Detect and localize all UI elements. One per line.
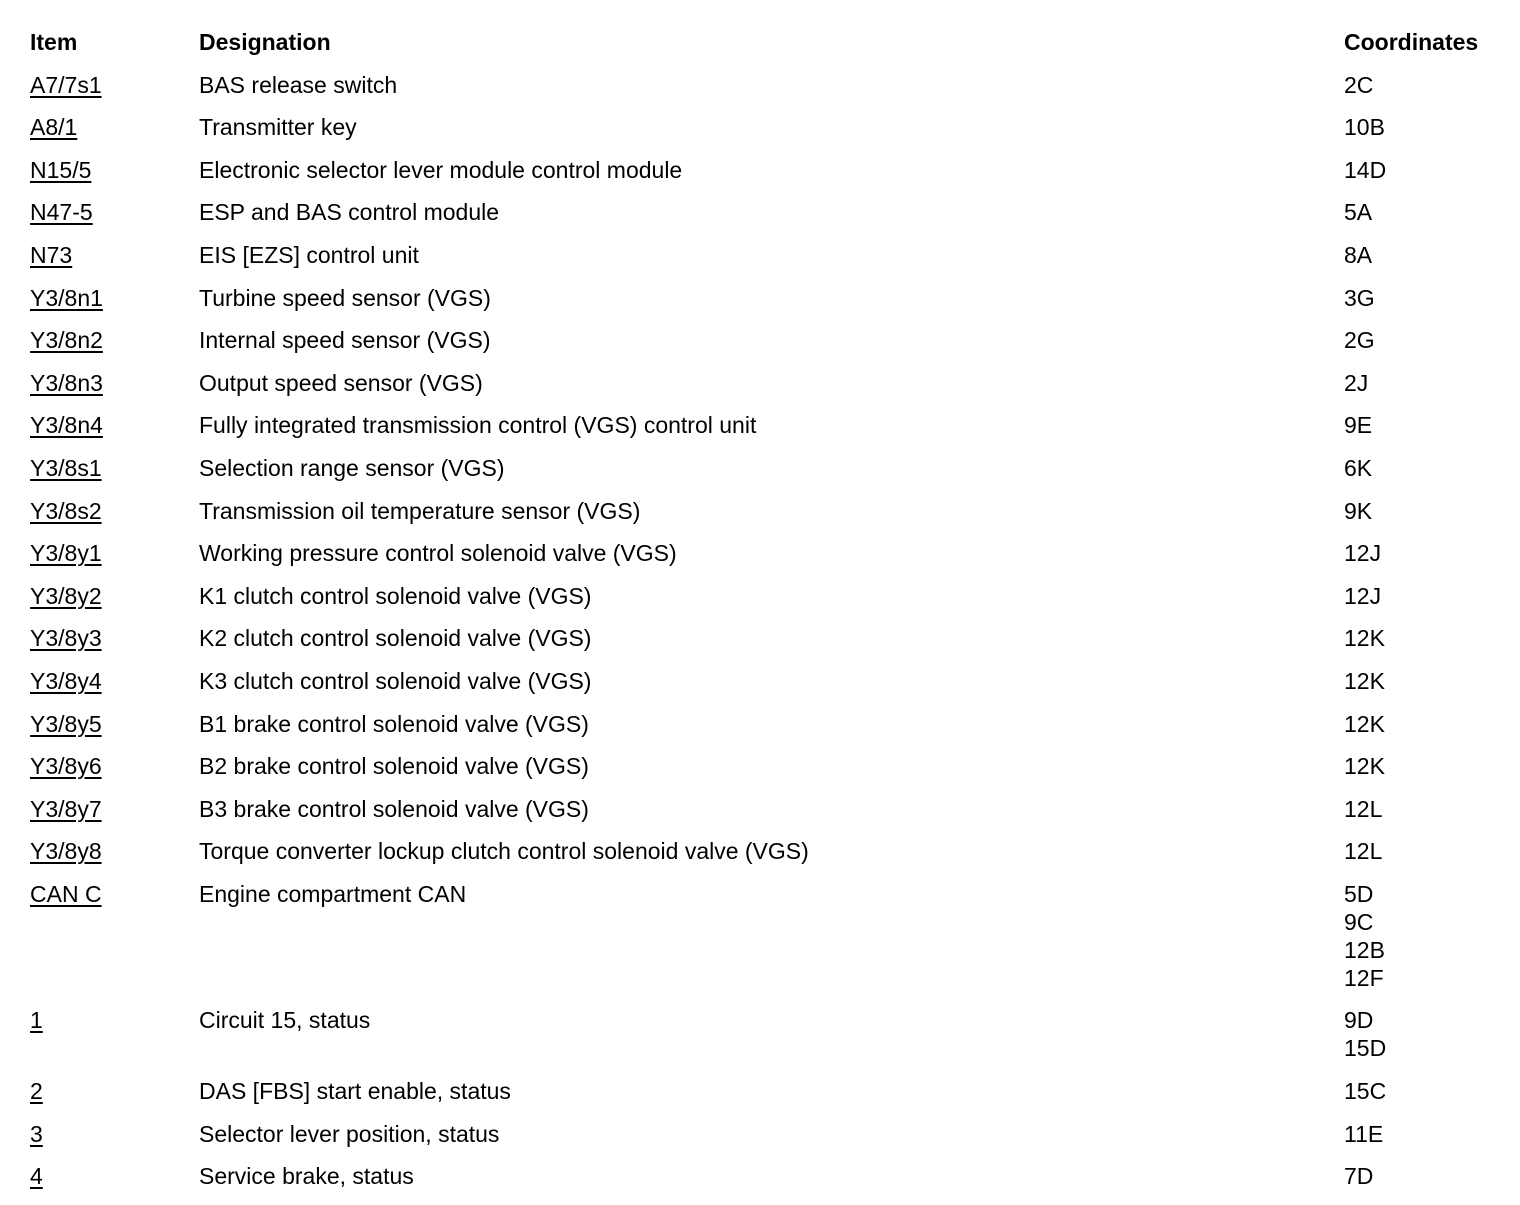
designation-cell: EIS [EZS] control unit: [199, 241, 419, 268]
item-cell: [30, 752, 199, 780]
item-link[interactable]: Y3/8y8: [30, 838, 102, 865]
item-link[interactable]: Y3/8n4: [30, 412, 103, 439]
item-link[interactable]: Y3/8y5: [30, 710, 102, 737]
item-cell: [30, 1077, 199, 1105]
table-row: [30, 880, 1500, 992]
item-link[interactable]: A8/1: [30, 114, 78, 141]
designation-cell: Electronic selector lever module control module: [199, 156, 683, 183]
item-cell: [30, 284, 199, 312]
coordinate-value: 6K: [1344, 454, 1373, 481]
coordinate-value: 12J: [1344, 582, 1382, 609]
coordinates-cell: [1344, 71, 1500, 99]
coordinates-cell: [1344, 752, 1500, 780]
coordinate-value: 9D: [1344, 1007, 1374, 1034]
table-row: [30, 1006, 1500, 1062]
coordinates-cell: [1344, 1077, 1500, 1105]
coordinates-cell: [1344, 198, 1500, 226]
coordinates-cell: [1344, 1006, 1500, 1062]
coordinates-cell: [1344, 369, 1500, 397]
designation-cell: Internal speed sensor (VGS): [199, 327, 491, 354]
item-link[interactable]: N47-5: [30, 199, 93, 226]
table-row: [30, 1162, 1500, 1190]
item-cell: [30, 156, 199, 184]
legend-table: [30, 28, 1500, 1205]
table-row: [30, 497, 1500, 525]
coordinates-cell: [1344, 795, 1500, 823]
item-link[interactable]: Y3/8y3: [30, 625, 102, 652]
item-cell: [30, 880, 199, 908]
coordinate-value: 14D: [1344, 156, 1387, 183]
designation-cell: Transmission oil temperature sensor (VGS): [199, 497, 641, 524]
table-row: [30, 710, 1500, 738]
designation-cell: B2 brake control solenoid valve (VGS): [199, 753, 589, 780]
coordinates-cell: [1344, 624, 1500, 652]
item-cell: [30, 411, 199, 439]
item-link[interactable]: 2: [30, 1078, 43, 1105]
table-row: [30, 837, 1500, 865]
item-cell: [30, 624, 199, 652]
coordinates-cell: [1344, 539, 1500, 567]
coordinates-cell: [1344, 454, 1500, 482]
coordinates-cell: [1344, 1120, 1500, 1148]
item-cell: [30, 710, 199, 738]
table-row: [30, 241, 1500, 269]
item-link[interactable]: A7/7s1: [30, 71, 102, 98]
coordinate-value: 11E: [1344, 1120, 1384, 1147]
item-cell: [30, 795, 199, 823]
coordinate-value: 12K: [1344, 753, 1385, 780]
coordinates-cell: [1344, 880, 1500, 992]
coordinate-value: 7D: [1344, 1163, 1374, 1190]
coordinate-value: 5D: [1344, 880, 1374, 907]
table-row: [30, 326, 1500, 354]
designation-cell: ESP and BAS control module: [199, 199, 500, 226]
item-link[interactable]: N15/5: [30, 156, 92, 183]
designation-cell: K3 clutch control solenoid valve (VGS): [199, 667, 592, 694]
coordinate-value: 12K: [1344, 667, 1385, 694]
item-link[interactable]: Y3/8y4: [30, 667, 102, 694]
coordinate-value: 2J: [1344, 369, 1369, 396]
header-row: [30, 28, 1500, 56]
table-row: [30, 198, 1500, 226]
item-link[interactable]: N73: [30, 241, 73, 268]
item-link[interactable]: Y3/8y2: [30, 582, 102, 609]
item-cell: [30, 539, 199, 567]
item-cell: [30, 497, 199, 525]
item-cell: [30, 113, 199, 141]
coordinates-cell: [1344, 284, 1500, 312]
coordinates-cell: [1344, 710, 1500, 738]
table-row: [30, 752, 1500, 780]
item-link[interactable]: Y3/8y1: [30, 540, 102, 567]
coordinates-cell: [1344, 113, 1500, 141]
designation-cell: Working pressure control solenoid valve (VGS): [199, 540, 677, 567]
table-row: [30, 284, 1500, 312]
coordinates-cell: [1344, 156, 1500, 184]
item-link[interactable]: Y3/8n3: [30, 369, 103, 396]
coordinate-value: 12K: [1344, 710, 1385, 737]
item-link[interactable]: 1: [30, 1007, 43, 1034]
table-row: [30, 113, 1500, 141]
item-cell: [30, 837, 199, 865]
designation-cell: Torque converter lockup clutch control solenoid valve (VGS): [199, 838, 809, 865]
coordinate-value: 3G: [1344, 284, 1375, 311]
header-designation: Designation: [199, 29, 331, 55]
coordinates-cell: [1344, 241, 1500, 269]
coordinate-value: 9C: [1344, 908, 1374, 935]
coordinate-value: 8A: [1344, 241, 1373, 268]
item-link[interactable]: Y3/8y6: [30, 753, 102, 780]
item-cell: [30, 1120, 199, 1148]
coordinate-value: 15C: [1344, 1078, 1387, 1105]
coordinates-cell: [1344, 837, 1500, 865]
coordinates-cell: [1344, 411, 1500, 439]
item-cell: [30, 326, 199, 354]
table-row: [30, 624, 1500, 652]
table-row: [30, 369, 1500, 397]
designation-cell: Turbine speed sensor (VGS): [199, 284, 491, 311]
item-cell: [30, 71, 199, 99]
designation-cell: Circuit 15, status: [199, 1007, 371, 1034]
coordinate-value: 5A: [1344, 199, 1373, 226]
coordinate-value: 10B: [1344, 114, 1385, 141]
coordinate-value: 12K: [1344, 625, 1385, 652]
item-link[interactable]: Y3/8s1: [30, 454, 102, 481]
table-row: [30, 582, 1500, 610]
item-cell: [30, 369, 199, 397]
item-cell: [30, 198, 199, 226]
table-row: [30, 1120, 1500, 1148]
coordinates-cell: [1344, 326, 1500, 354]
coordinates-cell: [1344, 1162, 1500, 1190]
coordinates-cell: [1344, 667, 1500, 695]
item-link[interactable]: 3: [30, 1120, 43, 1147]
coordinate-value: 9K: [1344, 497, 1373, 524]
designation-cell: BAS release switch: [199, 71, 398, 98]
item-cell: [30, 1006, 199, 1034]
item-cell: [30, 241, 199, 269]
item-link[interactable]: Y3/8n1: [30, 284, 103, 311]
item-link[interactable]: 4: [30, 1163, 43, 1190]
table-row: [30, 454, 1500, 482]
coordinate-value: 2C: [1344, 71, 1374, 98]
designation-cell: K2 clutch control solenoid valve (VGS): [199, 625, 592, 652]
table-row: [30, 539, 1500, 567]
designation-cell: Transmitter key: [199, 114, 357, 141]
table-row: [30, 411, 1500, 439]
coordinate-value: 2G: [1344, 327, 1375, 354]
item-cell: [30, 454, 199, 482]
designation-cell: Selection range sensor (VGS): [199, 454, 505, 481]
item-link[interactable]: Y3/8n2: [30, 327, 103, 354]
designation-cell: Engine compartment CAN: [199, 880, 467, 907]
item-cell: [30, 582, 199, 610]
table-row: [30, 156, 1500, 184]
coordinate-value: 12B: [1344, 936, 1385, 963]
item-link[interactable]: Y3/8y7: [30, 795, 102, 822]
designation-cell: B3 brake control solenoid valve (VGS): [199, 795, 589, 822]
header-coordinates: Coordinates: [1344, 29, 1479, 55]
designation-cell: DAS [FBS] start enable, status: [199, 1078, 511, 1105]
designation-cell: Selector lever position, status: [199, 1120, 500, 1147]
item-cell: [30, 667, 199, 695]
table-row: [30, 667, 1500, 695]
coordinate-value: 9E: [1344, 412, 1373, 439]
coordinate-value: 12J: [1344, 540, 1382, 567]
designation-cell: Service brake, status: [199, 1163, 414, 1190]
coordinate-value: 12F: [1344, 964, 1384, 991]
coordinate-value: 15D: [1344, 1035, 1387, 1062]
header-item: Item: [30, 29, 78, 55]
item-link[interactable]: Y3/8s2: [30, 497, 102, 524]
coordinate-value: 12L: [1344, 838, 1383, 865]
table-row: [30, 795, 1500, 823]
item-link[interactable]: CAN C: [30, 880, 102, 907]
item-cell: [30, 1162, 199, 1190]
designation-cell: B1 brake control solenoid valve (VGS): [199, 710, 589, 737]
table-row: [30, 71, 1500, 99]
legend-rows: [30, 71, 1500, 1191]
table-row: [30, 1077, 1500, 1105]
coordinate-value: 12L: [1344, 795, 1383, 822]
coordinates-cell: [1344, 582, 1500, 610]
designation-cell: K1 clutch control solenoid valve (VGS): [199, 582, 592, 609]
designation-cell: Fully integrated transmission control (VGS) control unit: [199, 412, 757, 439]
designation-cell: Output speed sensor (VGS): [199, 369, 483, 396]
coordinates-cell: [1344, 497, 1500, 525]
